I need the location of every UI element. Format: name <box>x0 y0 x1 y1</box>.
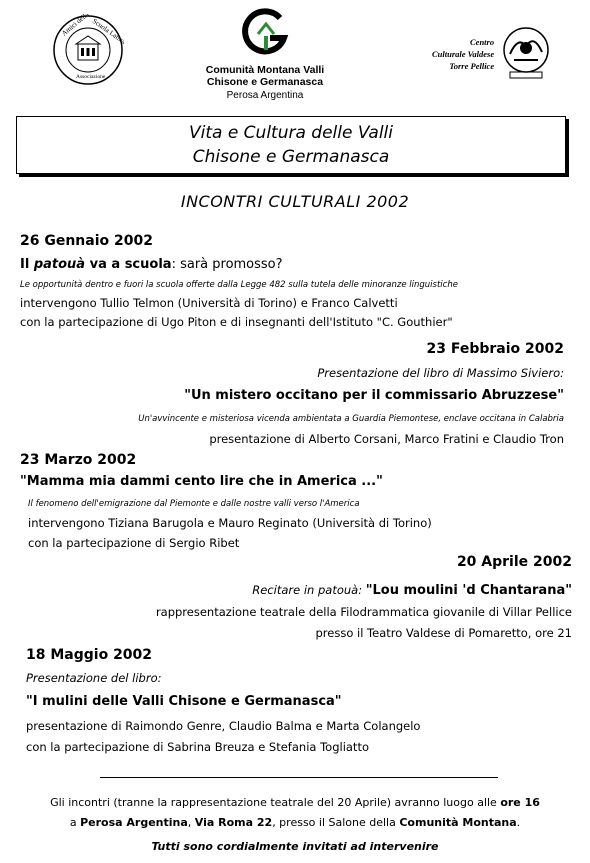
event3-title: "Mamma mia dammi cento lire che in America ..." <box>20 474 383 489</box>
event5-title: "I mulini delle Valli Chisone e Germanasca" <box>26 694 342 709</box>
svg-text:Associazione: Associazione <box>76 74 106 80</box>
event5-line2: con la partecipazione di Sabrina Breuza e Stefania Togliatto <box>26 740 369 754</box>
event4-title: "Lou moulini 'd Chantarana" <box>365 583 572 598</box>
footer-l2-e: , presso il Salone della <box>272 816 400 829</box>
event2-note: Un'avvincente e misteriosa vicenda ambientata a Guardia Piemontese, enclave occitana in Calabria <box>138 414 564 424</box>
title-box <box>16 116 566 174</box>
event2-intro: Presentazione del libro di Massimo Siviero: <box>317 366 564 380</box>
event2-date: 23 Febbraio 2002 <box>426 341 564 357</box>
footer-line1 <box>0 796 590 809</box>
event1-line1: intervengono Tullio Telmon (Università di Torino) e Franco Calvetti <box>20 296 398 310</box>
event1-line2: con la partecipazione di Ugo Piton e di insegnanti dell'Istituto "C. Gouthier" <box>20 315 453 329</box>
centro-culturale-text <box>432 36 494 72</box>
event4-date: 20 Aprile 2002 <box>456 554 572 570</box>
footer-line2 <box>0 816 590 829</box>
event1-title-pre: Il <box>20 257 34 272</box>
event3-line2: con la partecipazione di Sergio Ribet <box>28 536 240 550</box>
title-line1: Vita e Cultura delle Valli <box>188 123 393 143</box>
centro-line2: Culturale Valdese <box>432 49 495 59</box>
event1-note: Le opportunità dentro e fuori la scuola offerte dalla Legge 482 sulla tutela delle minoranze linguistiche <box>20 280 458 290</box>
centro-culturale-emblem <box>500 26 552 80</box>
footer-divider <box>100 777 498 778</box>
event4-line1: rappresentazione teatrale della Filodrammatica giovanile di Villar Pellice <box>155 605 572 619</box>
event3-date: 23 Marzo 2002 <box>20 452 137 468</box>
community-name-line1: Comunità Montana Valli <box>205 64 325 76</box>
event1-title-post: : sarà promosso? <box>171 257 283 272</box>
event3-note: Il fenomeno dell'emigrazione dal Piemonte e dalle nostre valli verso l'America <box>28 499 360 509</box>
footer-l2-a: a <box>69 816 81 829</box>
community-location: Perosa Argentina <box>226 90 304 101</box>
svg-text:Scuola Latina: Scuola Latina <box>90 17 124 46</box>
event2-line1: presentazione di Alberto Corsani, Marco Fratini e Claudio Tron <box>209 432 564 446</box>
subtitle: INCONTRI CULTURALI 2002 <box>180 192 410 211</box>
footer-invitation: Tutti sono cordialmente invitati ad intervenire <box>151 840 439 853</box>
event1-title-em: patouà <box>33 257 86 272</box>
footer-l1-a: Gli incontri (tranne la rappresentazione teatrale del 20 Aprile) avranno luogo alle <box>50 796 501 809</box>
event3-line1: intervengono Tiziana Barugola e Mauro Reginato (Università di Torino) <box>28 516 432 530</box>
footer-l2-g: . <box>516 816 521 829</box>
event1-date: 26 Gennaio 2002 <box>20 233 153 249</box>
event4-line2: presso il Teatro Valdese di Pomaretto, ore 21 <box>315 626 572 640</box>
footer-l2-b: Perosa Argentina <box>80 816 188 829</box>
svg-text:Amici della: Amici della <box>60 14 91 38</box>
event1-title <box>20 257 283 272</box>
event1-title-mid: va a scuola <box>85 257 172 272</box>
event4-title-line <box>252 579 572 598</box>
comunita-montana-logo <box>240 8 292 60</box>
event5-date: 18 Maggio 2002 <box>26 647 153 663</box>
amici-scuola-latina-logo <box>52 14 124 86</box>
footer-l1-b: ore 16 <box>500 796 540 809</box>
footer-l2-d: Via Roma 22 <box>194 816 273 829</box>
centro-line3: Torre Pellice <box>449 61 495 71</box>
event2-title: "Un mistero occitano per il commissario Abruzzese" <box>184 388 564 403</box>
event5-line1: presentazione di Raimondo Genre, Claudio Balma e Marta Colangelo <box>26 719 421 733</box>
community-name-line2: Chisone e Germanasca <box>206 76 324 88</box>
footer-l2-c: , <box>187 816 195 829</box>
event4-intro: Recitare in patouà: <box>252 583 366 597</box>
event5-intro: Presentazione del libro: <box>26 671 162 685</box>
title-line2: Chisone e Germanasca <box>192 147 390 167</box>
centro-line1: Centro <box>470 37 495 47</box>
footer-l2-f: Comunità Montana <box>399 816 517 829</box>
